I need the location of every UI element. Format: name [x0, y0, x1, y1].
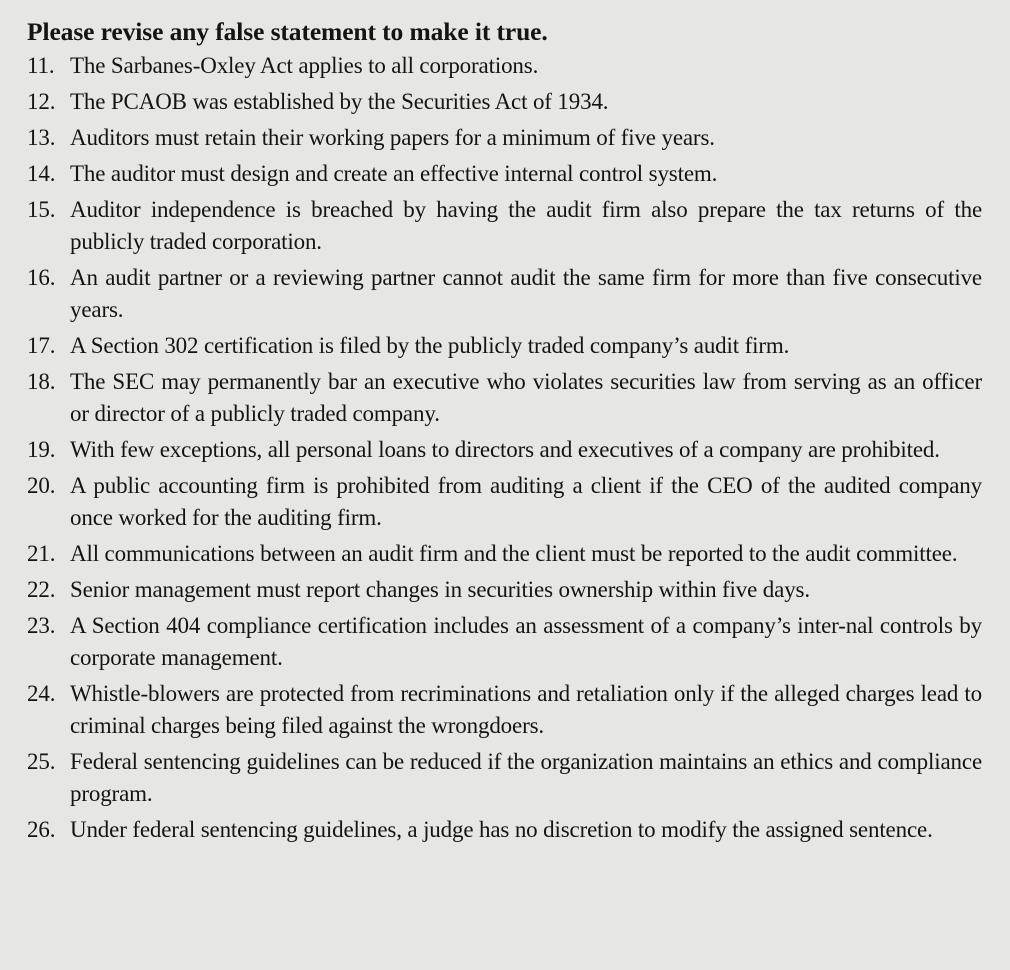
statement-item [27, 678, 982, 742]
statement-number: 26. [27, 817, 56, 842]
statement-text: Federal sentencing guidelines can be reduced if the organization maintains an ethics and compliance program. [70, 749, 982, 806]
statement-number: 24. [27, 681, 56, 706]
statement-text: Whistle-blowers are protected from recriminations and retaliation only if the alleged charges lead to criminal charges being filed against the wrongdoers. [70, 681, 982, 738]
statement-text: A Section 302 certification is filed by the publicly traded company’s audit firm. [70, 333, 790, 358]
statement-text: With few exceptions, all personal loans to directors and executives of a company are prohibited. [70, 437, 940, 462]
statement-list [27, 50, 982, 846]
statement-number: 17. [27, 333, 56, 358]
statement-number: 18. [27, 369, 56, 394]
statement-text: Auditor independence is breached by having the audit firm also prepare the tax returns of the publicly traded corporation. [70, 197, 982, 254]
statement-number: 12. [27, 89, 56, 114]
statement-item [27, 470, 982, 534]
statement-number: 22. [27, 577, 56, 602]
statement-item [27, 122, 982, 154]
statement-item [27, 330, 982, 362]
statement-item [27, 366, 982, 430]
statement-item [27, 610, 982, 674]
statement-number: 11. [27, 53, 55, 78]
statement-number: 15. [27, 197, 56, 222]
statement-text: The SEC may permanently bar an executive who violates securities law from serving as an officer or director of a publicly traded company. [70, 369, 982, 426]
statement-text: Auditors must retain their working papers for a minimum of five years. [70, 125, 715, 150]
statement-number: 20. [27, 473, 56, 498]
statement-number: 25. [27, 749, 56, 774]
statement-item [27, 574, 982, 606]
statement-text: Under federal sentencing guidelines, a judge has no discretion to modify the assigned sentence. [70, 817, 933, 842]
statement-item [27, 158, 982, 190]
statement-text: An audit partner or a reviewing partner cannot audit the same firm for more than five consecutive years. [70, 265, 982, 322]
statement-item [27, 86, 982, 118]
statement-number: 16. [27, 265, 56, 290]
statement-number: 13. [27, 125, 56, 150]
statement-number: 23. [27, 613, 56, 638]
statement-text: The auditor must design and create an effective internal control system. [70, 161, 718, 186]
statement-item [27, 538, 982, 570]
statement-item [27, 194, 982, 258]
statement-text: All communications between an audit firm and the client must be reported to the audit committee. [70, 541, 958, 566]
statement-text: A public accounting firm is prohibited from auditing a client if the CEO of the audited company once worked for the auditing firm. [70, 473, 982, 530]
statement-number: 21. [27, 541, 56, 566]
statement-number: 19. [27, 437, 56, 462]
instructions-heading: Please revise any false statement to make it true. [27, 17, 548, 46]
statement-text: A Section 404 compliance certification includes an assessment of a company’s inter-nal controls by corporate management. [70, 613, 982, 670]
statement-text: The PCAOB was established by the Securities Act of 1934. [70, 89, 609, 114]
statement-text: Senior management must report changes in securities ownership within five days. [70, 577, 810, 602]
statement-item [27, 814, 982, 846]
statement-item [27, 746, 982, 810]
statement-number: 14. [27, 161, 56, 186]
statement-text: The Sarbanes-Oxley Act applies to all corporations. [70, 53, 539, 78]
statement-item [27, 434, 982, 466]
statement-item [27, 262, 982, 326]
statement-item [27, 50, 982, 82]
